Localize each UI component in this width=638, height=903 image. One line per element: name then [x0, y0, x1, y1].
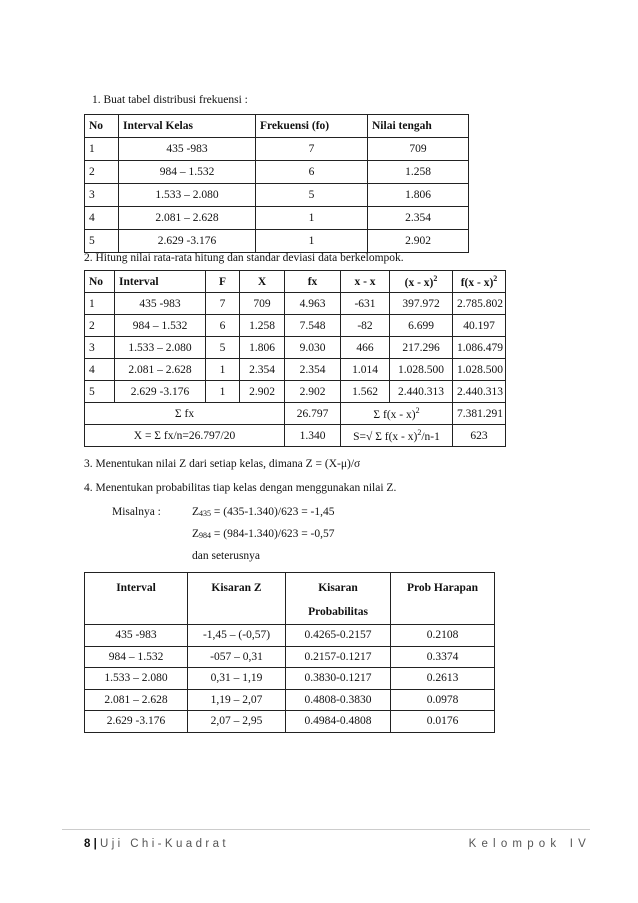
table-row — [85, 184, 469, 207]
example-label: Misalnya : — [112, 506, 161, 518]
mean-formula: X = Σ fx/n=26.797/20 — [85, 425, 285, 447]
footer-title: Uji Chi-Kuadrat — [100, 838, 229, 850]
cell-interval: 2.629 -3.176 — [115, 381, 206, 403]
section2-heading: 2. Hitung nilai rata-rata hitung dan standar deviasi data berkelompok. — [84, 252, 404, 264]
cell-kisaran-probabilitas: 0.4984-0.4808 — [286, 711, 391, 733]
cell-deviation: 1.562 — [341, 381, 390, 403]
cell-f: 5 — [206, 337, 240, 359]
superscript-2: 2 — [417, 428, 422, 437]
footer-separator: | — [90, 838, 101, 850]
cell-x: 1.258 — [240, 315, 285, 337]
cell-f: 7 — [206, 293, 240, 315]
z984-formula: = (984-1.340)/623 = -0,57 — [211, 528, 335, 540]
cell-deviation: 1.014 — [341, 359, 390, 381]
cell-nilai-tengah: 2.902 — [368, 230, 469, 253]
table-header-row — [85, 573, 495, 625]
table-row — [85, 359, 506, 381]
table-header-row — [85, 271, 506, 293]
cell-fx: 4.963 — [285, 293, 341, 315]
section1-heading: 1. Buat tabel distribusi frekuensi : — [92, 94, 248, 106]
cell-x: 1.806 — [240, 337, 285, 359]
cell-no: 3 — [85, 184, 119, 207]
frequency-table — [84, 114, 469, 253]
cell-nilai-tengah: 1.806 — [368, 184, 469, 207]
cell-no: 2 — [85, 161, 119, 184]
table-header-row — [85, 115, 469, 138]
header-fx: fx — [285, 271, 341, 293]
cell-f-deviation-squared: 2.785.802 — [453, 293, 506, 315]
cell-fx: 7.548 — [285, 315, 341, 337]
cell-frekuensi: 1 — [256, 207, 368, 230]
cell-fx: 2.354 — [285, 359, 341, 381]
page-number: 8 — [84, 838, 91, 850]
cell-prob-harapan: 0.2613 — [391, 668, 495, 690]
table-row — [85, 689, 495, 711]
cell-nilai-tengah: 2.354 — [368, 207, 469, 230]
cell-f: 6 — [206, 315, 240, 337]
cell-interval: 2.081 – 2.628 — [119, 207, 256, 230]
table-row — [85, 337, 506, 359]
footer-group-name: Kelompok IV — [468, 838, 591, 850]
cell-prob-harapan: 0.2108 — [391, 625, 495, 647]
cell-deviation-squared: 1.028.500 — [390, 359, 453, 381]
cell-nilai-tengah: 709 — [368, 138, 469, 161]
cell-interval: 2.629 -3.176 — [119, 230, 256, 253]
cell-deviation: 466 — [341, 337, 390, 359]
example-z435 — [192, 506, 335, 518]
table-row — [85, 668, 495, 690]
cell-x: 2.354 — [240, 359, 285, 381]
cell-fx: 2.902 — [285, 381, 341, 403]
cell-no: 4 — [85, 207, 119, 230]
std-dev-formula-a: S=√ Σ f(x - x) — [353, 431, 418, 443]
superscript-2: 2 — [415, 406, 420, 415]
table-row — [85, 293, 506, 315]
std-dev-formula — [341, 425, 453, 447]
cell-deviation: -631 — [341, 293, 390, 315]
cell-kisaran-z: 0,31 – 1,19 — [188, 668, 286, 690]
table-row — [85, 711, 495, 733]
cell-interval: 1.533 – 2.080 — [119, 184, 256, 207]
cell-prob-harapan: 0.0978 — [391, 689, 495, 711]
z435-formula: = (435-1.340)/623 = -1,45 — [211, 506, 335, 518]
cell-no: 5 — [85, 381, 115, 403]
cell-f: 1 — [206, 381, 240, 403]
cell-f-deviation-squared: 40.197 — [453, 315, 506, 337]
cell-no: 1 — [85, 293, 115, 315]
z-symbol: Z — [192, 528, 200, 540]
cell-interval: 435 -983 — [85, 625, 188, 647]
mean-row — [85, 425, 506, 447]
cell-nilai-tengah: 1.258 — [368, 161, 469, 184]
cell-deviation-squared: 2.440.313 — [390, 381, 453, 403]
sum-fx-label: Σ fx — [85, 403, 285, 425]
cell-kisaran-z: -1,45 – (-0,57) — [188, 625, 286, 647]
table-row — [85, 381, 506, 403]
footer-left — [84, 838, 229, 850]
header-kisaran-line2: Probabilitas — [308, 606, 368, 618]
cell-no: 5 — [85, 230, 119, 253]
cell-interval: 984 – 1.532 — [119, 161, 256, 184]
cell-no: 3 — [85, 337, 115, 359]
cell-deviation-squared: 397.972 — [390, 293, 453, 315]
cell-kisaran-z: -057 – 0,31 — [188, 646, 286, 668]
cell-interval: 2.629 -3.176 — [85, 711, 188, 733]
header-kisaran-line1: Kisaran — [318, 582, 358, 594]
z-subscript: 435 — [199, 509, 212, 518]
cell-frekuensi: 5 — [256, 184, 368, 207]
cell-kisaran-z: 1,19 – 2,07 — [188, 689, 286, 711]
cell-interval: 1.533 – 2.080 — [85, 668, 188, 690]
example-z984 — [192, 528, 335, 540]
cell-kisaran-probabilitas: 0.4808-0.3830 — [286, 689, 391, 711]
header-f-deviation-squared — [453, 271, 506, 293]
header-deviation: x - x — [341, 271, 390, 293]
example-etc: dan seterusnya — [192, 550, 261, 562]
cell-frekuensi: 6 — [256, 161, 368, 184]
header-interval-kelas: Interval Kelas — [119, 115, 256, 138]
cell-interval: 1.533 – 2.080 — [115, 337, 206, 359]
cell-frekuensi: 7 — [256, 138, 368, 161]
cell-no: 4 — [85, 359, 115, 381]
cell-f-deviation-squared: 2.440.313 — [453, 381, 506, 403]
sum-fxx-label-text: Σ f(x - x) — [373, 409, 416, 421]
cell-f: 1 — [206, 359, 240, 381]
superscript-2: 2 — [493, 274, 498, 283]
cell-prob-harapan: 0.3374 — [391, 646, 495, 668]
z-symbol: Z — [192, 506, 200, 518]
cell-interval: 435 -983 — [119, 138, 256, 161]
cell-interval: 984 – 1.532 — [115, 315, 206, 337]
cell-interval: 984 – 1.532 — [85, 646, 188, 668]
cell-f-deviation-squared: 1.086.479 — [453, 337, 506, 359]
std-dev-formula-b: /n-1 — [421, 431, 440, 443]
cell-kisaran-probabilitas: 0.2157-0.1217 — [286, 646, 391, 668]
header-deviation-squared — [390, 271, 453, 293]
table-row — [85, 161, 469, 184]
std-dev-value: 623 — [453, 425, 506, 447]
cell-fx: 9.030 — [285, 337, 341, 359]
header-interval: Interval — [115, 271, 206, 293]
cell-interval: 2.081 – 2.628 — [85, 689, 188, 711]
sum-fx-value: 26.797 — [285, 403, 341, 425]
header-no: No — [85, 271, 115, 293]
table-row — [85, 646, 495, 668]
mean-value: 1.340 — [285, 425, 341, 447]
header-no: No — [85, 115, 119, 138]
table-row — [85, 625, 495, 647]
cell-kisaran-z: 2,07 – 2,95 — [188, 711, 286, 733]
footer-divider — [62, 829, 590, 830]
step4-text: 4. Menentukan probabilitas tiap kelas dengan menggunakan nilai Z. — [84, 482, 397, 494]
cell-no: 2 — [85, 315, 115, 337]
header-f-deviation-squared-text: f(x - x) — [460, 277, 494, 289]
table-row — [85, 230, 469, 253]
header-frekuensi: Frekuensi (fo) — [256, 115, 368, 138]
table-row — [85, 138, 469, 161]
cell-deviation: -82 — [341, 315, 390, 337]
cell-frekuensi: 1 — [256, 230, 368, 253]
cell-kisaran-probabilitas: 0.3830-0.1217 — [286, 668, 391, 690]
cell-deviation-squared: 217.296 — [390, 337, 453, 359]
superscript-2: 2 — [433, 274, 438, 283]
cell-interval: 2.081 – 2.628 — [115, 359, 206, 381]
probability-table — [84, 572, 495, 733]
grouped-stats-table — [84, 270, 506, 447]
cell-interval: 435 -983 — [115, 293, 206, 315]
header-f: F — [206, 271, 240, 293]
header-deviation-squared-text: (x - x) — [404, 277, 434, 289]
cell-no: 1 — [85, 138, 119, 161]
cell-f-deviation-squared: 1.028.500 — [453, 359, 506, 381]
table-row — [85, 315, 506, 337]
header-nilai-tengah: Nilai tengah — [368, 115, 469, 138]
header-interval: Interval — [85, 573, 188, 625]
sum-fxx-value: 7.381.291 — [453, 403, 506, 425]
table-row — [85, 207, 469, 230]
header-kisaran-probabilitas — [286, 573, 391, 625]
sum-fxx-label — [341, 403, 453, 425]
cell-x: 2.902 — [240, 381, 285, 403]
z-subscript: 984 — [199, 531, 212, 540]
header-prob-harapan: Prob Harapan — [391, 573, 495, 625]
cell-kisaran-probabilitas: 0.4265-0.2157 — [286, 625, 391, 647]
sum-row — [85, 403, 506, 425]
cell-x: 709 — [240, 293, 285, 315]
cell-deviation-squared: 6.699 — [390, 315, 453, 337]
cell-prob-harapan: 0.0176 — [391, 711, 495, 733]
step3-text: 3. Menentukan nilai Z dari setiap kelas, dimana Z = (X-μ)/σ — [84, 458, 361, 470]
header-kisaran-z: Kisaran Z — [188, 573, 286, 625]
header-x: X — [240, 271, 285, 293]
